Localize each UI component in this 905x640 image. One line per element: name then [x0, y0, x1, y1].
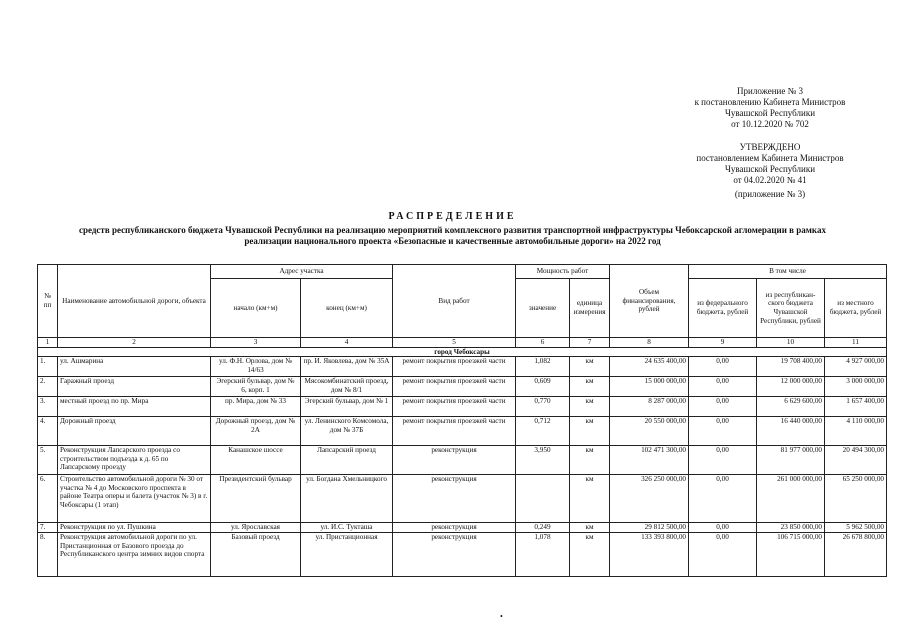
row-federal: 0,00: [689, 475, 757, 523]
index-cell: 4: [301, 338, 393, 348]
row-start: пр. Мира, дом № 33: [211, 397, 301, 417]
row-name: Реконструкция Лапсарского проезда со строительством подъезда к д. 65 по Лапсарскому проезду: [58, 446, 211, 475]
table-row: [38, 475, 887, 523]
index-cell: 2: [58, 338, 211, 348]
row-republican: 16 440 000,00: [757, 417, 825, 446]
header-start: начало (км+м): [211, 279, 301, 338]
appendix-line: Приложение № 3: [737, 86, 803, 96]
row-unit: км: [570, 417, 610, 446]
row-local: 20 494 300,00: [825, 446, 887, 475]
header-name: Наименование автомобильной дороги, объекта: [58, 265, 211, 338]
row-total: 24 635 400,00: [610, 357, 689, 377]
row-num: 1.: [38, 357, 58, 377]
row-work: ремонт покрытия проезжей части: [393, 397, 516, 417]
row-num: 6.: [38, 475, 58, 523]
row-unit: км: [570, 377, 610, 397]
row-work: ремонт покрытия проезжей части: [393, 377, 516, 397]
row-start: Эгерский бульвар, дом № 6, корп. 1: [211, 377, 301, 397]
row-federal: 0,00: [689, 446, 757, 475]
row-federal: 0,00: [689, 377, 757, 397]
table-row: [38, 377, 887, 397]
index-cell: 6: [516, 338, 570, 348]
approved-line: УТВЕРЖДЕНО: [739, 142, 801, 152]
row-unit: км: [570, 523, 610, 533]
city-row: [38, 347, 887, 357]
row-unit: км: [570, 446, 610, 475]
table-row: [38, 523, 887, 533]
row-num: 3.: [38, 397, 58, 417]
header-local: из местного бюджета, рублей: [825, 279, 887, 338]
appendix-line: Чувашской Республики: [724, 108, 816, 118]
index-cell: 9: [689, 338, 757, 348]
index-cell: 3: [211, 338, 301, 348]
row-work: реконструкция: [393, 523, 516, 533]
header-address: Адрес участка: [211, 265, 393, 279]
row-local: 3 000 000,00: [825, 377, 887, 397]
row-total: 326 250 000,00: [610, 475, 689, 523]
row-work: реконструкция: [393, 533, 516, 577]
header-including: В том числе: [689, 265, 887, 279]
row-republican: 23 850 000,00: [757, 523, 825, 533]
row-federal: 0,00: [689, 533, 757, 577]
header-republican: из республикан-ского бюджета Чувашской Республики, рублей: [757, 279, 825, 338]
row-end: ул. Ленинского Комсомола, дом № 37Б: [301, 417, 393, 446]
row-start: ул. Ф.Н. Орлова, дом № 14/63: [211, 357, 301, 377]
row-work: реконструкция: [393, 446, 516, 475]
row-value: 1,082: [516, 357, 570, 377]
row-federal: 0,00: [689, 357, 757, 377]
row-start: Канашское шоссе: [211, 446, 301, 475]
row-work: ремонт покрытия проезжей части: [393, 357, 516, 377]
table-row: [38, 533, 887, 577]
row-end: ул. Пристанционная: [301, 533, 393, 577]
row-end: ул. Богдана Хмельницкого: [301, 475, 393, 523]
header-end: конец (км+м): [301, 279, 393, 338]
row-end: Мясокомбинатский проезд, дом № 8/1: [301, 377, 393, 397]
row-federal: 0,00: [689, 417, 757, 446]
row-work: реконструкция: [393, 475, 516, 523]
page-mark: •: [500, 612, 503, 621]
header-value: значение: [516, 279, 570, 338]
row-total: 133 393 800,00: [610, 533, 689, 577]
row-unit: км: [570, 475, 610, 523]
row-republican: 261 000 000,00: [757, 475, 825, 523]
row-num: 7.: [38, 523, 58, 533]
row-value: 0,609: [516, 377, 570, 397]
table-row: [38, 357, 887, 377]
row-start: Президентский бульвар: [211, 475, 301, 523]
row-value: 0,770: [516, 397, 570, 417]
row-republican: 81 977 000,00: [757, 446, 825, 475]
row-local: 26 678 800,00: [825, 533, 887, 577]
index-row: [38, 338, 887, 348]
index-cell: 8: [610, 338, 689, 348]
row-value: 3,950: [516, 446, 570, 475]
row-num: 8.: [38, 533, 58, 577]
index-cell: 10: [757, 338, 825, 348]
row-local: 4 927 000,00: [825, 357, 887, 377]
row-name: Гаражный проезд: [58, 377, 211, 397]
row-name: местный проезд по пр. Мира: [58, 397, 211, 417]
row-total: 102 471 300,00: [610, 446, 689, 475]
city-name: город Чебоксары: [38, 347, 887, 357]
row-total: 8 287 000,00: [610, 397, 689, 417]
row-total: 29 812 500,00: [610, 523, 689, 533]
row-total: 15 000 000,00: [610, 377, 689, 397]
appendix-line: к постановлению Кабинета Министров: [694, 97, 846, 107]
row-start: Базовый проезд: [211, 533, 301, 577]
index-cell: 5: [393, 338, 516, 348]
row-end: пр. И. Яковлева, дом № 35А: [301, 357, 393, 377]
row-name: Строительство автомобильной дороги № 30 от участка № 4 до Московского проспекта в районе Театра оперы и балета (участок № 3) в г. Чебоксары (1 этап): [58, 475, 211, 523]
row-unit: км: [570, 397, 610, 417]
row-start: Дорожный проезд, дом № 2А: [211, 417, 301, 446]
row-local: 65 250 000,00: [825, 475, 887, 523]
row-federal: 0,00: [689, 523, 757, 533]
row-num: 5.: [38, 446, 58, 475]
row-end: Эгерский бульвар, дом № 1: [301, 397, 393, 417]
index-cell: 11: [825, 338, 887, 348]
row-value: 1,078: [516, 533, 570, 577]
header-num: № пп: [38, 265, 58, 338]
header-work-type: Вид работ: [393, 265, 516, 338]
row-end: ул. И.С. Тукташа: [301, 523, 393, 533]
approved-line: (приложение № 3): [734, 189, 806, 199]
row-num: 2.: [38, 377, 58, 397]
table-row: [38, 446, 887, 475]
header-capacity: Мощность работ: [516, 265, 610, 279]
row-value: 0,249: [516, 523, 570, 533]
header-unit: единица измерения: [570, 279, 610, 338]
row-name: Реконструкция автомобильной дороги по ул. Пристанционная от Базового проезда до Республиканского центра зимних видов спорта: [58, 533, 211, 577]
index-cell: 7: [570, 338, 610, 348]
table-row: [38, 417, 887, 446]
row-name: Дорожный проезд: [58, 417, 211, 446]
row-name: ул. Ашмарина: [58, 357, 211, 377]
row-unit: км: [570, 533, 610, 577]
row-republican: 106 715 000,00: [757, 533, 825, 577]
document-subtitle: средств республиканского бюджета Чувашской Республики на реализацию мероприятий комплексного развития транспортной инфраструктуры Чебоксарской агломерации в рамках реализации национального проекта «Безопасные и качественные автомобильные дороги» на 2022 год: [79, 225, 826, 246]
index-cell: 1: [38, 338, 58, 348]
row-republican: 19 708 400,00: [757, 357, 825, 377]
row-local: 5 962 500,00: [825, 523, 887, 533]
approved-line: Чувашской Республики: [724, 164, 816, 174]
row-num: 4.: [38, 417, 58, 446]
header-funding: Объем финансирования, рублей: [610, 265, 689, 338]
row-value: [516, 475, 570, 523]
row-end: Лапсарский проезд: [301, 446, 393, 475]
row-value: 0,712: [516, 417, 570, 446]
distribution-table: [37, 264, 887, 577]
row-work: ремонт покрытия проезжей части: [393, 417, 516, 446]
document-title: РАСПРЕДЕЛЕНИЕ: [388, 211, 517, 222]
row-republican: 12 000 000,00: [757, 377, 825, 397]
appendix-line: от 10.12.2020 № 702: [731, 119, 809, 129]
row-total: 20 550 000,00: [610, 417, 689, 446]
row-start: ул. Ярославская: [211, 523, 301, 533]
table-row: [38, 397, 887, 417]
appendix-block: [650, 86, 890, 200]
row-local: 4 110 000,00: [825, 417, 887, 446]
row-republican: 6 629 600,00: [757, 397, 825, 417]
approved-line: постановлением Кабинета Министров: [696, 153, 844, 163]
row-unit: км: [570, 357, 610, 377]
approved-line: от 04.02.2020 № 41: [733, 175, 807, 185]
row-local: 1 657 400,00: [825, 397, 887, 417]
header-federal: из федерального бюджета, рублей: [689, 279, 757, 338]
row-federal: 0,00: [689, 397, 757, 417]
row-name: Реконструкция по ул. Пушкина: [58, 523, 211, 533]
